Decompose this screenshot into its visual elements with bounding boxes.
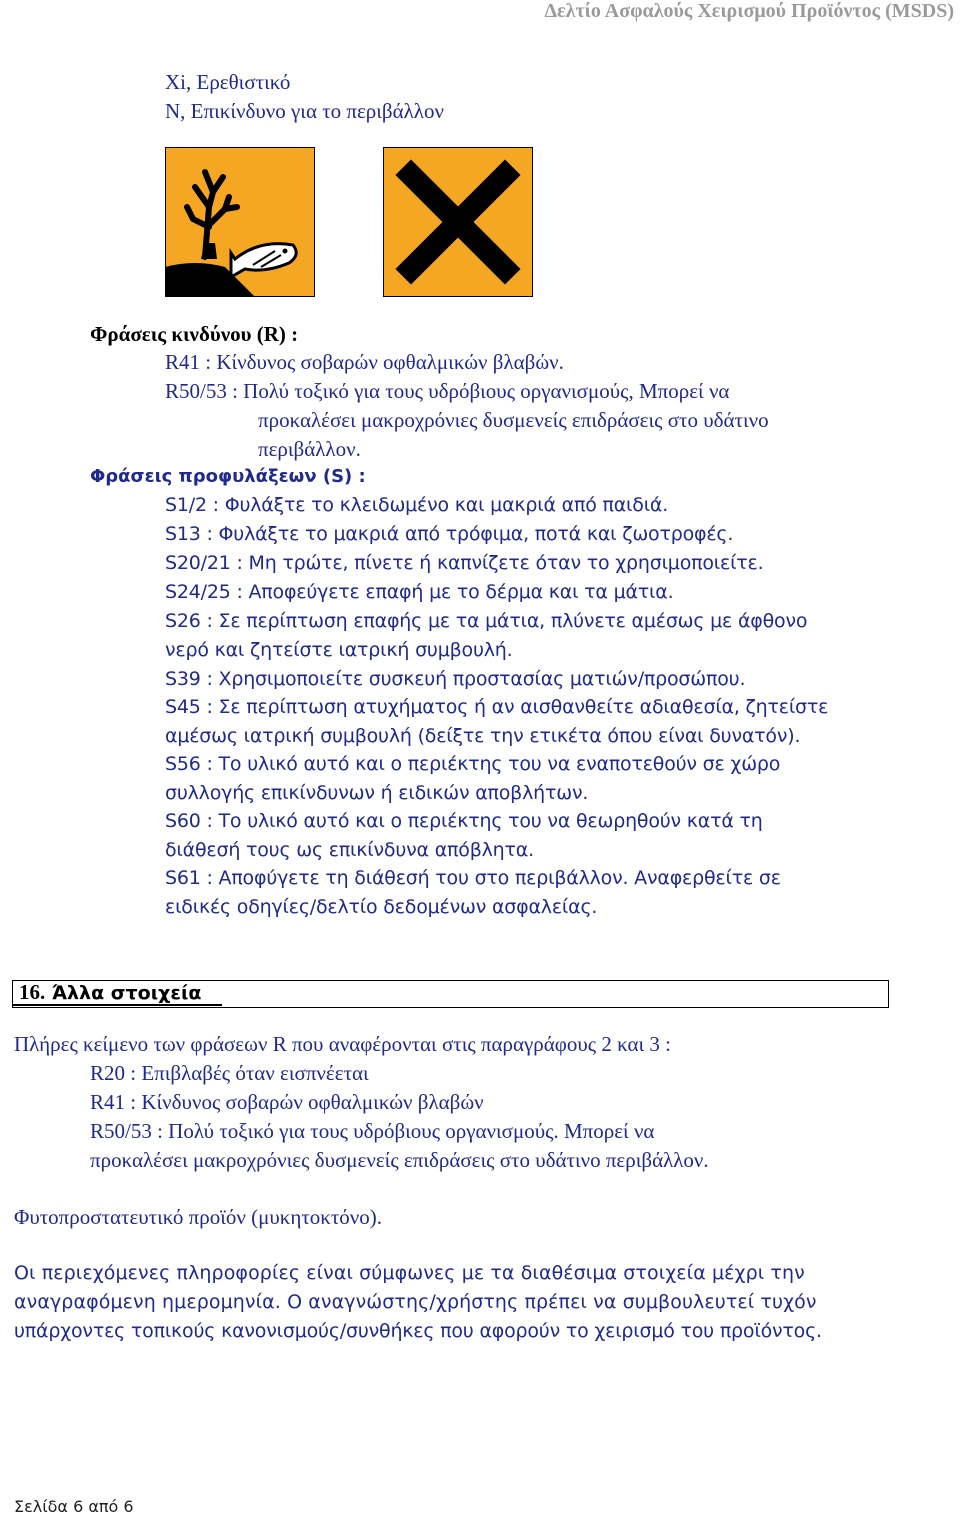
safety-phrase-line: συλλογής επικίνδυνων ή ειδικών αποβλήτων. [165, 782, 589, 804]
r-phrase-r50-53-cont: προκαλέσει μακροχρόνιες δυσμενείς επιδράσεις στο υδάτινο περιβάλλον. [90, 1148, 709, 1172]
safety-phrase-line: S13 : Φυλάξτε το μακριά από τρόφιμα, ποτά και ζωοτροφές. [165, 523, 734, 545]
safety-phrases-heading: Φράσεις προφυλάξεων (S) : [90, 466, 366, 487]
risk-phrase-r50-53-cont: προκαλέσει μακροχρόνιες δυσμενείς επιδράσεις στο υδάτινο [258, 408, 769, 432]
page-number: Σελίδα 6 από 6 [14, 1497, 134, 1516]
disclaimer-line: υπάρχοντες τοπικούς κανονισμούς/συνθήκες που αφορούν το χειρισμό του προϊόντος. [14, 1320, 822, 1342]
safety-phrase-line: S1/2 : Φυλάξτε το κλειδωμένο και μακριά από παιδιά. [165, 494, 669, 516]
section-16-intro: Πλήρες κείμενο των φράσεων R που αναφέρονται στις παραγράφους 2 και 3 : [14, 1032, 671, 1056]
environment-hazard-icon [165, 147, 315, 302]
irritant-x-icon [383, 147, 533, 302]
risk-phrases-heading: Φράσεις κινδύνου (R) : [90, 322, 299, 346]
safety-phrase-line: S45 : Σε περίπτωση ατυχήματος ή αν αισθανθείτε αδιαθεσία, ζητείστε [165, 696, 829, 718]
safety-phrase-line: S39 : Χρησιμοποιείτε συσκευή προστασίας ματιών/προσώπου. [165, 668, 746, 690]
risk-phrase-r50-53-end: περιβάλλον. [258, 437, 361, 461]
section-16-title-text: Άλλα στοιχεία [51, 982, 202, 1004]
risk-phrase-r41: R41 : Κίνδυνος σοβαρών οφθαλμικών βλαβών. [165, 350, 564, 374]
safety-phrase-line: S61 : Αποφύγετε τη διάθεσή του στο περιβάλλον. Αναφερθείτε σε [165, 867, 781, 889]
section-16-underline [12, 1004, 222, 1006]
safety-phrase-line: S24/25 : Αποφεύγετε επαφή με το δέρμα και τα μάτια. [165, 581, 674, 603]
risk-phrase-r50-53: R50/53 : Πολύ τοξικό για τους υδρόβιους οργανισμούς, Μπορεί να [165, 379, 730, 403]
disclaimer-line: αναγραφόμενη ημερομηνία. Ο αναγνώστης/χρήστης πρέπει να συμβουλευτεί τυχόν [14, 1291, 817, 1313]
classification-n: N, Επικίνδυνο για το περιβάλλον [165, 99, 444, 123]
r-phrase-r50-53: R50/53 : Πολύ τοξικό για τους υδρόβιους οργανισμούς. Μπορεί να [90, 1119, 655, 1143]
safety-phrase-line: S60 : Το υλικό αυτό και ο περιέκτης του να θεωρηθούν κατά τη [165, 810, 763, 832]
safety-phrase-line: ειδικές οδηγίες/δελτίο δεδομένων ασφαλείας. [165, 896, 598, 918]
document-header-title: Δελτίο Ασφαλούς Χειρισμού Προϊόντος (MSDS) [544, 0, 954, 22]
r-phrase-r20: R20 : Επιβλαβές όταν εισπνέεται [90, 1061, 369, 1085]
safety-phrase-line: διάθεσή τους ως επικίνδυνα απόβλητα. [165, 839, 534, 861]
safety-phrase-line: νερό και ζητείστε ιατρική συμβουλή. [165, 639, 513, 661]
section-16-number: 16. [19, 980, 46, 1004]
safety-phrase-line: S26 : Σε περίπτωση επαφής με τα μάτια, πλύνετε αμέσως με άφθονο [165, 610, 808, 632]
r-phrase-r41: R41 : Κίνδυνος σοβαρών οφθαλμικών βλαβών [90, 1090, 484, 1114]
safety-phrase-line: S20/21 : Μη τρώτε, πίνετε ή καπνίζετε όταν το χρησιμοποιείτε. [165, 552, 764, 574]
product-note: Φυτοπροστατευτικό προϊόν (μυκητοκτόνο). [14, 1205, 383, 1229]
disclaimer-line: Οι περιεχόμενες πληροφορίες είναι σύμφωνες με τα διαθέσιμα στοιχεία μέχρι την [14, 1262, 805, 1284]
section-16-title [19, 980, 201, 1005]
classification-xi: Xi, Ερεθιστικό [165, 70, 291, 94]
safety-phrase-line: S56 : Το υλικό αυτό και ο περιέκτης του να εναποτεθούν σε χώρο [165, 753, 781, 775]
safety-phrase-line: αμέσως ιατρική συμβουλή (δείξτε την ετικέτα όπου είναι δυνατόν). [165, 725, 801, 747]
